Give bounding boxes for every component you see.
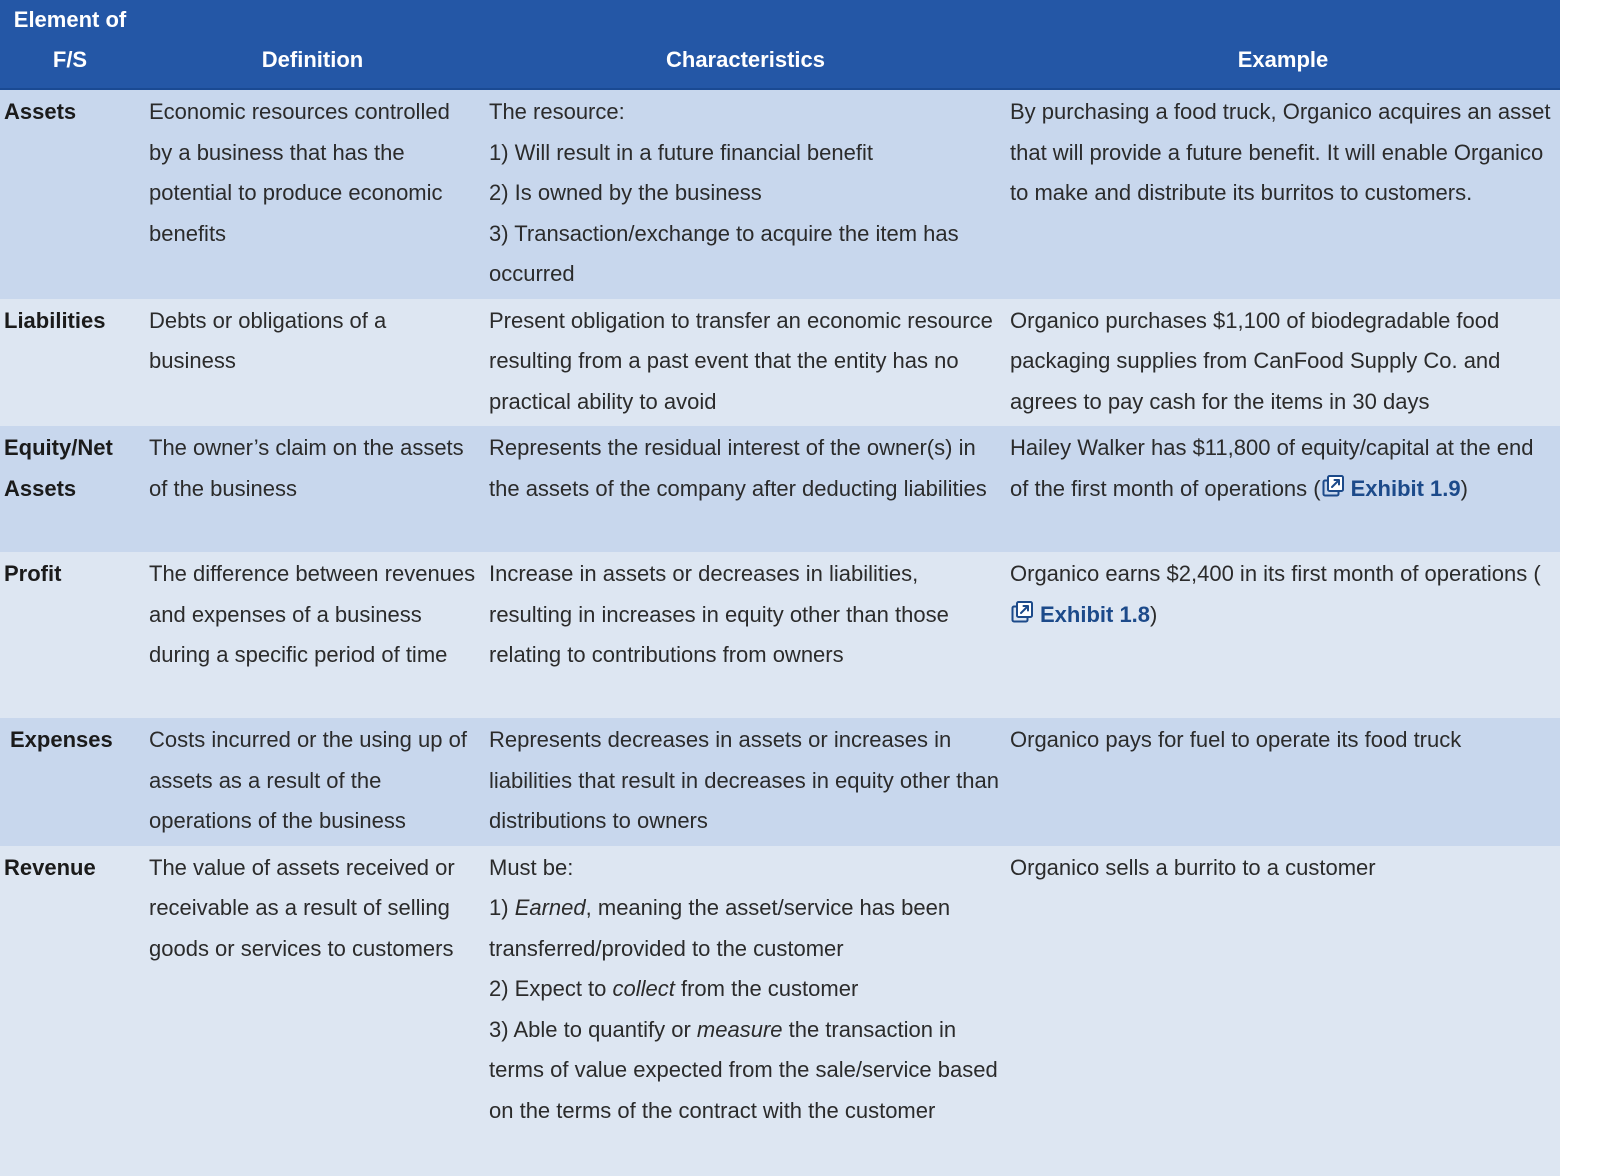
definition-cell: The owner’s claim on the assets of the business <box>140 426 485 552</box>
example-cell: By purchasing a food truck, Organico acquires an asset that will provide a future benefit. It will enable Organico to make and distribute its burritos to customers. <box>1006 89 1560 299</box>
example-text-close: ) <box>1460 475 1468 501</box>
characteristics-cell <box>485 846 1006 1176</box>
item-text: 2) Expect to <box>489 976 613 1001</box>
example-cell: Organico purchases $1,100 of biodegradable food packaging supplies from CanFood Supply Co. and agrees to pay cash for the items in 30 days <box>1006 299 1560 427</box>
characteristics-item <box>489 888 1000 969</box>
external-link-icon <box>1321 474 1345 498</box>
definition-cell: The value of assets received or receivable as a result of selling goods or services to customers <box>140 846 485 1176</box>
example-text: Hailey Walker has $11,800 of equity/capital at the end of the first month of operations ( <box>1010 435 1534 501</box>
item-number: 1) <box>489 895 515 920</box>
definition-cell: Debts or obligations of a business <box>140 299 485 427</box>
header-definition: Definition <box>140 0 485 89</box>
characteristics-cell: Present obligation to transfer an economic resource resulting from a past event that the entity has no practical ability to avoid <box>485 299 1006 427</box>
header-row <box>0 0 1560 89</box>
characteristics-cell <box>485 89 1006 299</box>
header-characteristics: Characteristics <box>485 0 1006 89</box>
characteristics-item <box>489 1010 1000 1132</box>
example-text-close: ) <box>1150 601 1158 627</box>
table-row-revenue <box>0 846 1560 1176</box>
characteristics-intro: The resource: <box>489 99 625 124</box>
external-link-icon <box>1010 600 1034 624</box>
item-text: 3) Able to quantify or <box>489 1016 697 1042</box>
exhibit-link-label[interactable]: Exhibit 1.8 <box>1040 601 1151 627</box>
example-cell: Organico pays for fuel to operate its food truck <box>1006 718 1560 846</box>
element-cell: Equity/Net Assets <box>0 426 140 552</box>
item-text: the transaction in terms of value expected from the sale/service based on the terms of the contract with the customer <box>489 1016 998 1123</box>
characteristics-item: 1) Will result in a future financial benefit <box>489 139 873 165</box>
characteristics-item: 3) Transaction/exchange to acquire the item has occurred <box>489 220 959 286</box>
example-cell <box>1006 426 1560 552</box>
table-row-liabilities <box>0 299 1560 427</box>
element-cell: Liabilities <box>0 299 140 427</box>
table-row-equity <box>0 426 1560 552</box>
definition-cell: Economic resources controlled by a business that has the potential to produce economic benefits <box>140 89 485 299</box>
characteristics-item <box>489 969 1000 1010</box>
characteristics-intro: Must be: <box>489 854 574 880</box>
item-text: from the customer <box>674 976 859 1001</box>
element-cell: Profit <box>0 552 140 718</box>
example-cell <box>1006 552 1560 718</box>
example-cell: Organico sells a burrito to a customer <box>1006 846 1560 1176</box>
table-body <box>0 89 1560 1176</box>
characteristics-cell: Increase in assets or decreases in liabilities, resulting in increases in equity other than those relating to contributions from owners <box>485 552 1006 718</box>
table-row-assets <box>0 89 1560 299</box>
item-emphasis: measure <box>696 1016 783 1042</box>
definition-cell: The difference between revenues and expenses of a business during a specific period of time <box>140 552 485 718</box>
header-element: Element of F/S <box>0 0 140 89</box>
item-emphasis: collect <box>612 976 675 1001</box>
exhibit-link-label[interactable]: Exhibit 1.9 <box>1350 475 1461 501</box>
item-text: , meaning the asset/service has been transferred/provided to the customer <box>489 895 951 961</box>
definition-cell: Costs incurred or the using up of assets as a result of the operations of the business <box>140 718 485 846</box>
table-header <box>0 0 1560 89</box>
exhibit-1-8-link[interactable] <box>1010 602 1150 627</box>
element-cell: Assets <box>0 89 140 299</box>
element-cell: Expenses <box>0 718 140 846</box>
table-row-expenses <box>0 718 1560 846</box>
characteristics-cell: Represents the residual interest of the owner(s) in the assets of the company after deducting liabilities <box>485 426 1006 552</box>
item-emphasis: Earned <box>514 895 586 920</box>
element-cell: Revenue <box>0 846 140 1176</box>
exhibit-1-9-link[interactable] <box>1321 476 1461 501</box>
characteristics-cell: Represents decreases in assets or increases in liabilities that result in decreases in equity other than distributions to owners <box>485 718 1006 846</box>
header-example: Example <box>1006 0 1560 89</box>
table-row-profit <box>0 552 1560 718</box>
example-text: Organico earns $2,400 in its first month of operations ( <box>1010 561 1541 586</box>
characteristics-item: 2) Is owned by the business <box>489 180 762 205</box>
